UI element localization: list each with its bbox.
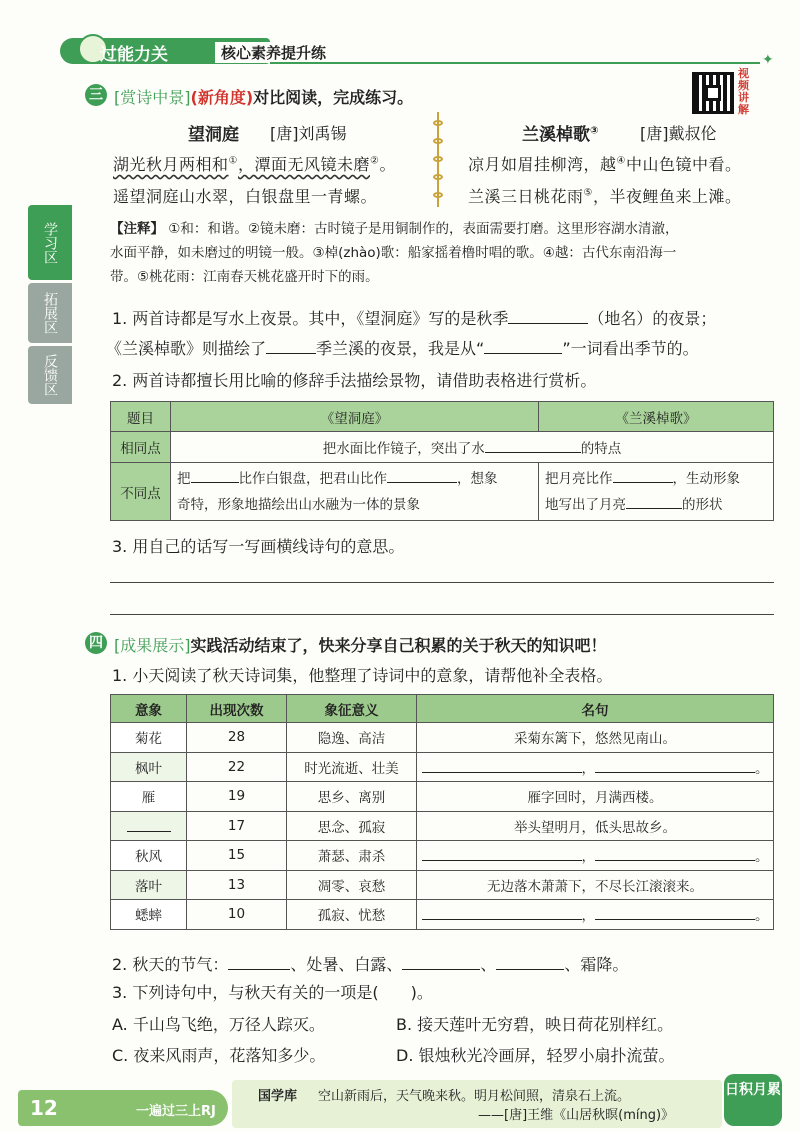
autumn-imagery-table: 意象 出现次数 象征意义 名句 菊花 28 隐逸、高洁 采菊东篱下，悠然见南山。 枫叶 22 时光流逝、壮美 ， 。 雁 19 思乡、离别 雁字回时，月满西楼。 17 思念、孤寂 举头望明月，低头思故乡。 秋风 15 萧瑟、肃杀 ， 。 落叶 13 凋零、哀愁 无边落木萧萧下，不尽长江滚滚来。 蟋蟀 10 孤寂、忧愁 ， 。: [110, 694, 774, 930]
section-3-number: 三: [85, 84, 107, 106]
s3-question-1b: 《兰溪棹歌》则描绘了 季兰溪的夜景，我是从“ ”一词看出季节的。: [106, 339, 699, 358]
poem2-line1: 凉月如眉挂柳湾，越④中山色镜中看。: [468, 155, 742, 174]
answer-blank[interactable]: [613, 467, 673, 483]
answer-blank[interactable]: [228, 954, 290, 970]
header-title: 过能力关: [100, 45, 168, 65]
footer-library-label: 国学库: [258, 1089, 298, 1104]
answer-blank[interactable]: [508, 308, 588, 324]
s3-question-2: 2. 两首诗都擅长用比喻的修辞手法描绘景物，请借助表格进行赏析。: [112, 371, 597, 390]
answer-blank[interactable]: [387, 467, 457, 483]
section-3-heading: [赏诗中景](新角度)对比阅读，完成练习。: [114, 88, 414, 107]
table-row: 17 思念、孤寂 举头望明月，低头思故乡。: [111, 811, 774, 841]
poem1-title: 望洞庭: [188, 125, 239, 145]
footer-brand: 一遍过三上RJ: [136, 1104, 216, 1119]
poem2-author: [唐]戴叔伦: [640, 124, 717, 143]
famous-line-blank[interactable]: ， 。: [417, 841, 774, 871]
daily-accumulate-badge: 日积月累: [724, 1074, 782, 1126]
tab-study[interactable]: 学习区: [28, 205, 72, 280]
page-number: 12: [30, 1096, 58, 1120]
header-subtitle: 核心素养提升练: [215, 42, 326, 63]
table-row: 落叶 13 凋零、哀愁 无边落木萧萧下，不尽长江滚滚来。: [111, 870, 774, 900]
answer-blank[interactable]: [266, 338, 316, 354]
table-row: 蟋蟀 10 孤寂、忧愁 ， 。: [111, 900, 774, 930]
s4-question-2: 2. 秋天的节气： 、处暑、白露、 、 、霜降。: [112, 955, 629, 974]
notes: 【注释】 ①和：和谐。②镜未磨：古时镜子是用铜制作的，表面需要打磨。这里形容湖水清澈， 水面平静，如未磨过的明镜一般。③棹(zhào)歌：船家摇着橹时唱的歌。④越：古代东南沿海一 带。⑤桃花雨：江南春天桃花盛开时下的雨。: [110, 221, 679, 285]
table-row: 雁 19 思乡、离别 雁字回时，月满西楼。: [111, 782, 774, 812]
qr-code-icon[interactable]: [692, 72, 734, 114]
poem1-line1: 湖光秋月两相和①，潭面无风镜未磨②。: [113, 155, 396, 174]
diff-poem1-cell: 把 比作白银盘，把君山比作 ，想象 奇特，形象地描绘出山水融为一体的景象: [171, 463, 539, 521]
famous-line-blank[interactable]: ， 。: [417, 900, 774, 930]
section-4-number: 四: [85, 632, 107, 654]
answer-blank[interactable]: [626, 493, 682, 509]
table-row: 菊花 28 隐逸、高洁 采菊东篱下，悠然见南山。: [111, 723, 774, 753]
writing-line[interactable]: [110, 582, 774, 583]
answer-blank[interactable]: [496, 954, 564, 970]
answer-blank[interactable]: [402, 954, 480, 970]
same-point-cell: 把水面比作镜子，突出了水 的特点: [171, 432, 774, 463]
option-d[interactable]: D. 银烛秋光冷画屏，轻罗小扇扑流萤。: [396, 1046, 675, 1065]
video-explain-label: 视频讲解: [738, 67, 749, 116]
header-divider: [270, 62, 760, 64]
poem1-line2: 遥望洞庭山水翠，白银盘里一青螺。: [113, 187, 378, 206]
poem2-line2: 兰溪三日桃花雨⑤，半夜鲤鱼来上滩。: [468, 187, 742, 206]
writing-line[interactable]: [110, 614, 774, 615]
table-row: 秋风 15 萧瑟、肃杀 ， 。: [111, 841, 774, 871]
poem-compare-table: 题目 《望洞庭》 《兰溪棹歌》 相同点 把水面比作镜子，突出了水 的特点 不同点 把 比作白银盘，把君山比作 ，想象 奇特，形象地描绘出山水融为一体的景象 把月亮比作 ，生动形象 地写出了月亮 的形状: [110, 401, 774, 521]
tab-extend[interactable]: 拓展区: [28, 283, 72, 343]
poem2-title: 兰溪棹歌③: [522, 125, 599, 145]
star-icon: ✦: [762, 52, 774, 68]
footer-poem: 空山新雨后，天气晚来秋。明月松间照，清泉石上流。: [318, 1089, 631, 1104]
option-a[interactable]: A. 千山鸟飞绝，万径人踪灭。: [112, 1015, 325, 1034]
s4-question-3: 3. 下列诗句中，与秋天有关的一项是( )。: [112, 983, 433, 1002]
option-c[interactable]: C. 夜来风雨声，花落知多少。: [112, 1046, 326, 1065]
image-blank[interactable]: [111, 811, 187, 841]
diff-poem2-cell: 把月亮比作 ，生动形象 地写出了月亮 的形状: [539, 463, 774, 521]
poem1-author: [唐]刘禹锡: [270, 124, 347, 143]
tab-feedback[interactable]: 反馈区: [28, 346, 72, 404]
wheat-divider-icon: [437, 112, 447, 207]
answer-blank[interactable]: [485, 437, 581, 453]
s4-question-1: 1. 小天阅读了秋天诗词集，他整理了诗词中的意象，请帮他补全表格。: [112, 666, 613, 685]
table-row: 枫叶 22 时光流逝、壮美 ， 。: [111, 752, 774, 782]
answer-blank[interactable]: [191, 467, 239, 483]
footer-source: ——[唐]王维《山居秋暝(míng)》: [478, 1108, 675, 1123]
option-b[interactable]: B. 接天莲叶无穷碧，映日荷花别样红。: [396, 1015, 674, 1034]
s3-question-3: 3. 用自己的话写一写画横线诗句的意思。: [112, 537, 405, 556]
s3-question-1a: 1. 两首诗都是写水上夜景。其中，《望洞庭》写的是秋季 （地名）的夜景；: [112, 309, 717, 328]
answer-blank[interactable]: [484, 338, 562, 354]
section-4-heading: [成果展示]实践活动结束了，快来分享自己积累的关于秋天的知识吧！: [114, 636, 607, 655]
famous-line-blank[interactable]: ， 。: [417, 752, 774, 782]
